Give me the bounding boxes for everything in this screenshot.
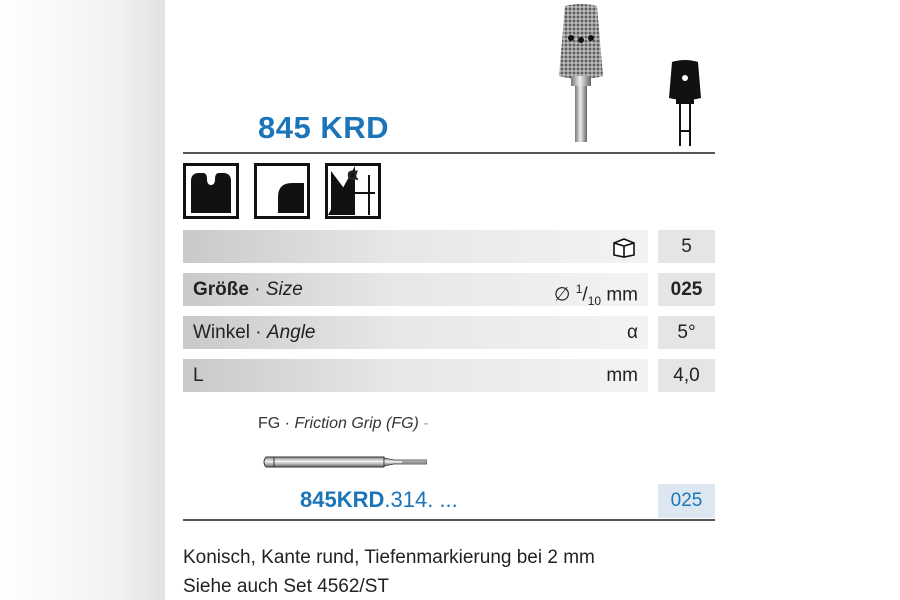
- angle-value: 5°: [658, 316, 715, 349]
- bur-silhouette-image: [665, 58, 705, 148]
- angle-symbol: α: [627, 322, 638, 343]
- size-label-en: Size: [265, 279, 303, 300]
- package-box-icon: [612, 236, 636, 258]
- product-title: 845 KRD: [258, 110, 389, 145]
- angle-label: Winkel: [193, 322, 251, 343]
- rounded-edge-icon: [254, 163, 310, 219]
- description-line-2: Siehe auch Set 4562/ST: [183, 576, 389, 597]
- diamond-bur-image: [553, 0, 609, 142]
- size-value: 025: [658, 273, 715, 306]
- alpha-glyph: α: [347, 165, 359, 185]
- length-unit: mm: [606, 365, 638, 386]
- size-label: Größe: [193, 279, 249, 300]
- order-size-box: 025: [658, 484, 715, 518]
- angle-row: [183, 316, 648, 349]
- pack-row: [183, 230, 648, 263]
- title-divider: [183, 152, 715, 154]
- section-divider: [183, 519, 715, 521]
- angle-label-en: Angle: [266, 322, 316, 343]
- occlusal-preparation-icon: [183, 163, 239, 219]
- size-unit: ∅ $^1/_{10}$ mm: [553, 282, 638, 309]
- left-margin-band: [0, 0, 165, 600]
- angle-alpha-icon: [325, 163, 381, 219]
- length-label: L: [193, 365, 204, 386]
- length-value: 4,0: [658, 359, 715, 392]
- size-sep: ·: [248, 279, 266, 300]
- angle-sep: ·: [250, 322, 267, 343]
- description-line-1: Konisch, Kante rund, Tiefenmarkierung bei 2 mm: [183, 547, 595, 568]
- pack-quantity: 5: [658, 230, 715, 263]
- fg-shank-image: [262, 450, 427, 474]
- length-row: [183, 359, 648, 392]
- shank-type-label: FG · Friction Grip (FG) -: [258, 415, 429, 432]
- order-code: 845KRD.314. ...: [300, 487, 458, 512]
- size-row: [183, 273, 648, 309]
